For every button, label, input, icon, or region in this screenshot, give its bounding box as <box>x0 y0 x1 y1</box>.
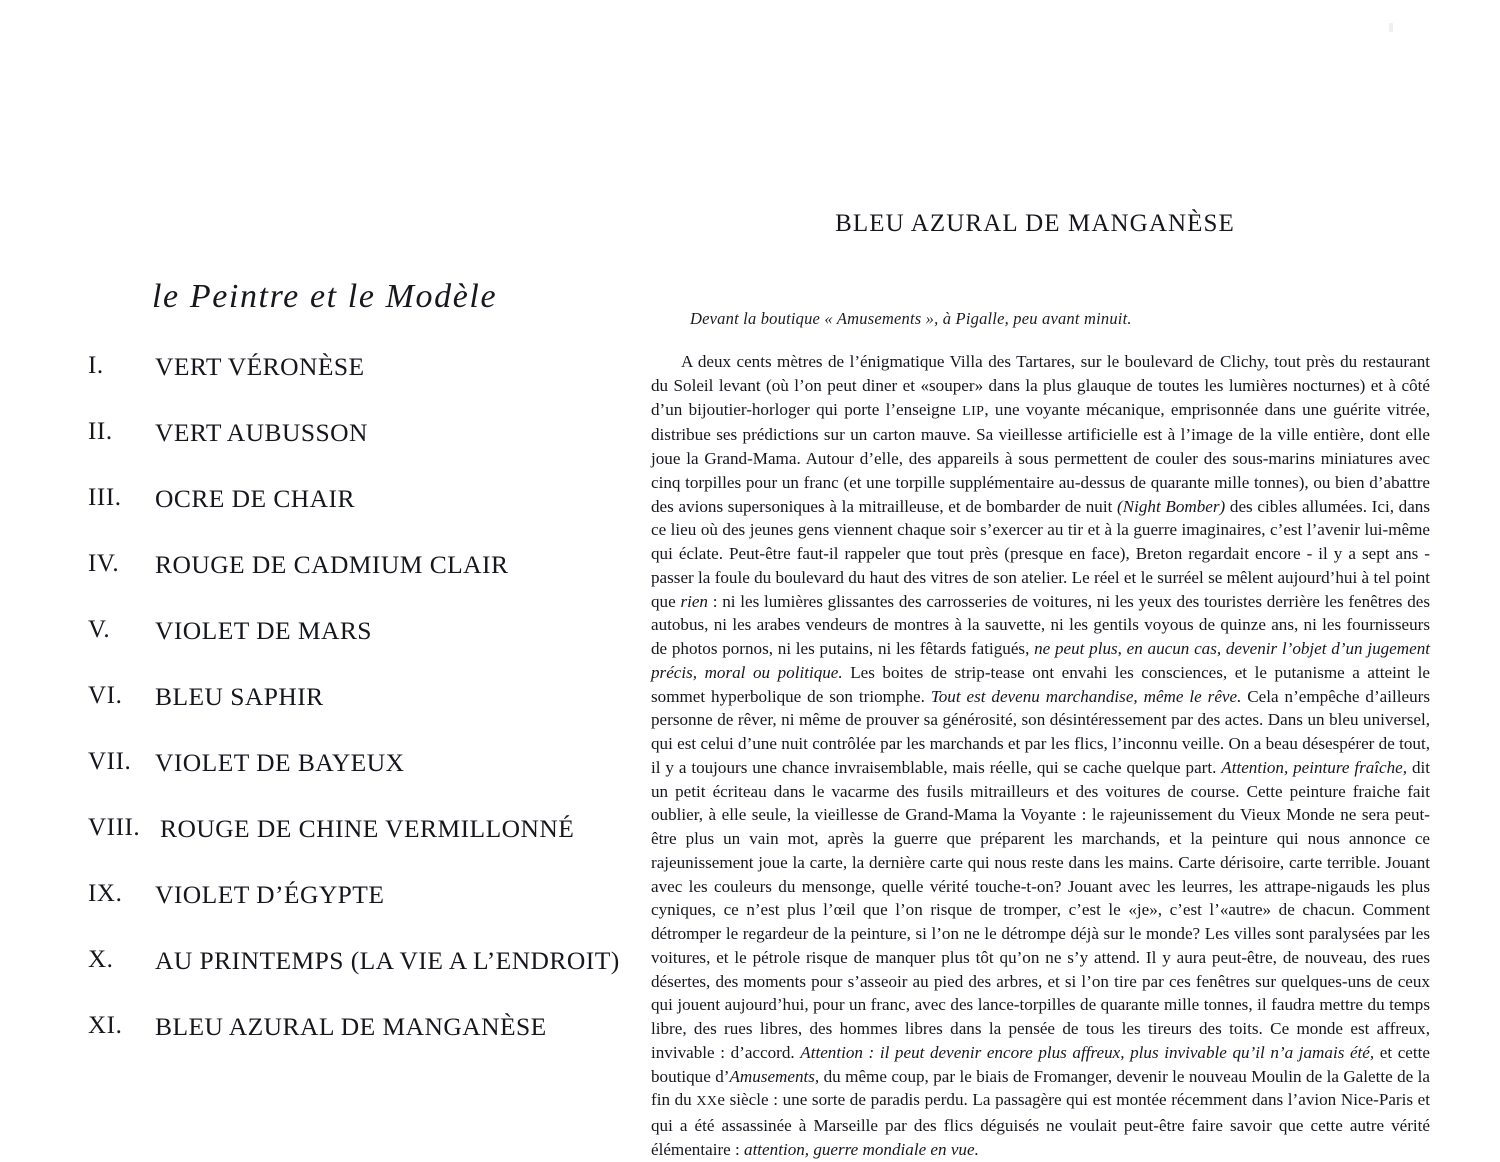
toc-item[interactable] <box>0 418 640 484</box>
toc-item[interactable] <box>0 880 640 946</box>
epigraph: Devant la boutique « Amusements », à Pigalle, peu avant minuit. <box>690 309 1132 328</box>
right-page <box>640 0 1500 1159</box>
toc-entry-label: VIOLET D’ÉGYPTE <box>155 880 385 909</box>
toc-entry-label: VIOLET DE BAYEUX <box>155 748 405 777</box>
small-caps-text: LIP <box>962 403 985 419</box>
body-text-run: dit un petit écriteau dans le vacarme des fusils mitrailleurs et des voitures de course. Cette peinture fraiche fait oublier, à elle seule, la vieillesse de Grand-Mama la Voyante : le rajeunissement du Vieux Monde ne sera peut-être plus un vain mot, après la guerre que préparent les marchands, et la peinture qui nous annonce ce rajeunissement joue la carte, la dernière carte qui nous reste dans les mains. Carte dérisoire, carte terrible. Jouant avec les couleurs du mensonge, quelle vérité touche-t-on? Jouant avec les leurres, les attrape-nigauds les plus cyniques, ce n’est plus l’œil que l’on risque de tromper, c’est le «je», c’est l’«autre» de chacun. Comment détromper le regardeur de la peinture, si l’on ne le détrompe déjà sur le monde? Les villes sont paralysées par les voitures, et le pétrole risque de manquer plus tôt qu’on ne s’y attend. Il y aura peut-être, de nouveau, des rues désertes, des moments pour s’asseoir au pied des arbres, et si l’on tire par ces fenêtres sur quelques-uns de ceux qui jouent aujourd’hui, pour un franc, avec des lance-torpilles de quarante mille tonnes, il faudra mettre du temps libre, des rues libres, des hommes libres dans la pensée de tous les tireurs des toits. Ce monde est affreux, invivable : d’accord. <box>651 757 1430 1062</box>
body-text-run: du même coup, par le biais de Fromanger, devenir le nouveau Moulin de la Galette de la fin du <box>651 1066 1430 1110</box>
toc-entry-label: BLEU SAPHIR <box>155 682 324 711</box>
body-text-run: et cette boutique d’ <box>651 1042 1430 1086</box>
toc-numeral: III. <box>88 484 122 511</box>
body-text-run: e siècle : une sorte de paradis perdu. La passagère qui est montée récemment dans l’avion Nice-Paris et qui a été assassinée à Marseille par des flics déguisés ne voulait peut-être faire savoir que cette autre vérité élémentaire : <box>651 1090 1430 1159</box>
toc-item[interactable] <box>0 1012 640 1078</box>
toc-item[interactable] <box>0 616 640 682</box>
toc-numeral: VIII. <box>88 814 141 841</box>
toc-numeral: X. <box>88 946 114 973</box>
body-text-run: des cibles allumées. Ici, dans ce lieu où des jeunes gens viennent chaque soir s’exercer au tir et à la guerre imaginaires, c’est l’avenir lui-même qui éclate. Peut-être faut-il rappeler que tout près (presque en face), Breton regardait encore - il y a sept ans - passer la foule du boulevard du haut des vitres de son atelier. Le réel et le surréel se mêlent aujourd’hui à tel point que <box>651 496 1430 611</box>
toc-entry-label: AU PRINTEMPS (LA VIE A L’ENDROIT) <box>155 946 620 975</box>
emphasis-text: attention, guerre mondiale en vue. <box>744 1139 979 1159</box>
toc-entry-label: VERT AUBUSSON <box>155 418 368 447</box>
body-paragraph <box>651 350 1430 1162</box>
toc-item[interactable] <box>0 814 640 880</box>
toc-item[interactable] <box>0 748 640 814</box>
left-page <box>0 0 640 1108</box>
body-text-run: , une voyante mécanique, emprisonnée dans une guérite vitrée, distribue ses prédictions sur un carton mauve. Sa vieillesse artificielle est à l’image de la ville entière, dont elle joue la Grand-Mama. Autour d’elle, des appareils à sous permettent de couler des sous-marins miniatures avec cinq torpilles pour un franc (et une torpille supplémentaire au-dessus de quarante mille tonnes), ou bien d’abattre des avions supersoniques à la mitrailleuse, et de bombarder de nuit <box>651 399 1430 516</box>
table-of-contents <box>0 352 640 1078</box>
toc-numeral: II. <box>88 418 113 445</box>
emphasis-text: Attention : il peut devenir encore plus affreux, plus invivable qu’il n’a jamais été, <box>800 1042 1375 1062</box>
emphasis-text: ne peut plus, en aucun cas, devenir l’objet d’un jugement précis, moral ou politique. <box>651 639 1430 682</box>
body-text-run: Cela n’empêche d’ailleurs personne de rêver, ni même de prouver sa générosité, son désintéressement par des actes. Dans un bleu universel, qui est celui d’une nuit contrôlée par les marchands et par les flics, l’inconnu veille. On a beau désespérer de tout, il y a toujours une chance invraisemblable, mais réelle, qui se cache quelque part. <box>651 686 1430 777</box>
small-caps-text: XX <box>696 1094 718 1110</box>
toc-entry-label: ROUGE DE CADMIUM CLAIR <box>155 550 509 579</box>
toc-numeral: IV. <box>88 550 120 577</box>
body-text-run: A deux cents mètres de l’énigmatique Villa des Tartares, sur le boulevard de Clichy, tout près du restaurant du Soleil levant (où l’on peut diner et «souper» dans la plus glauque de toutes les lumières nocturnes) et à côté d’un bijoutier-horloger qui porte l’enseigne <box>651 352 1430 419</box>
emphasis-text: Attention, peinture fraîche, <box>1221 757 1408 777</box>
toc-entry-label: VIOLET DE MARS <box>155 616 372 645</box>
body-text-run: : ni les lumières glissantes des carrosseries de voitures, ni les yeux des touristes derrière les fenêtres des autobus, ni les arabes vendeurs de montres à la sauvette, ni les gentils voyous de quinze ans, ni les fournisseurs de photos pornos, ni les putains, ni les fêtards fatigués, <box>651 591 1430 658</box>
chapter-heading: BLEU AZURAL DE MANGANÈSE <box>835 210 1235 237</box>
toc-item[interactable] <box>0 352 640 418</box>
toc-entry-label: OCRE DE CHAIR <box>155 484 355 513</box>
emphasis-text: Amusements, <box>729 1066 820 1086</box>
toc-numeral: V. <box>88 616 111 643</box>
scan-speck <box>1389 23 1393 32</box>
emphasis-text: Tout est devenu marchandise, même le rêve. <box>930 686 1242 706</box>
toc-item[interactable] <box>0 484 640 550</box>
body-text-run: Les boites de strip-tease ont envahi les consciences, et le putanisme a atteint le sommet hyperbolique de son triomphe. <box>651 662 1430 706</box>
toc-item[interactable] <box>0 946 640 1012</box>
toc-numeral: XI. <box>88 1012 123 1039</box>
toc-numeral: IX. <box>88 880 123 907</box>
emphasis-text: (Night Bomber) <box>1117 496 1226 516</box>
toc-item[interactable] <box>0 682 640 748</box>
toc-numeral: I. <box>88 352 104 379</box>
toc-entry-label: VERT VÉRONÈSE <box>155 352 365 381</box>
emphasis-text: rien <box>680 591 708 611</box>
toc-entry-label: BLEU AZURAL DE MANGANÈSE <box>155 1012 547 1041</box>
toc-entry-label: ROUGE DE CHINE VERMILLONNÉ <box>160 814 575 843</box>
section-title: le Peintre et le Modèle <box>152 278 498 315</box>
toc-item[interactable] <box>0 550 640 616</box>
toc-numeral: VI. <box>88 682 123 709</box>
toc-numeral: VII. <box>88 748 132 775</box>
